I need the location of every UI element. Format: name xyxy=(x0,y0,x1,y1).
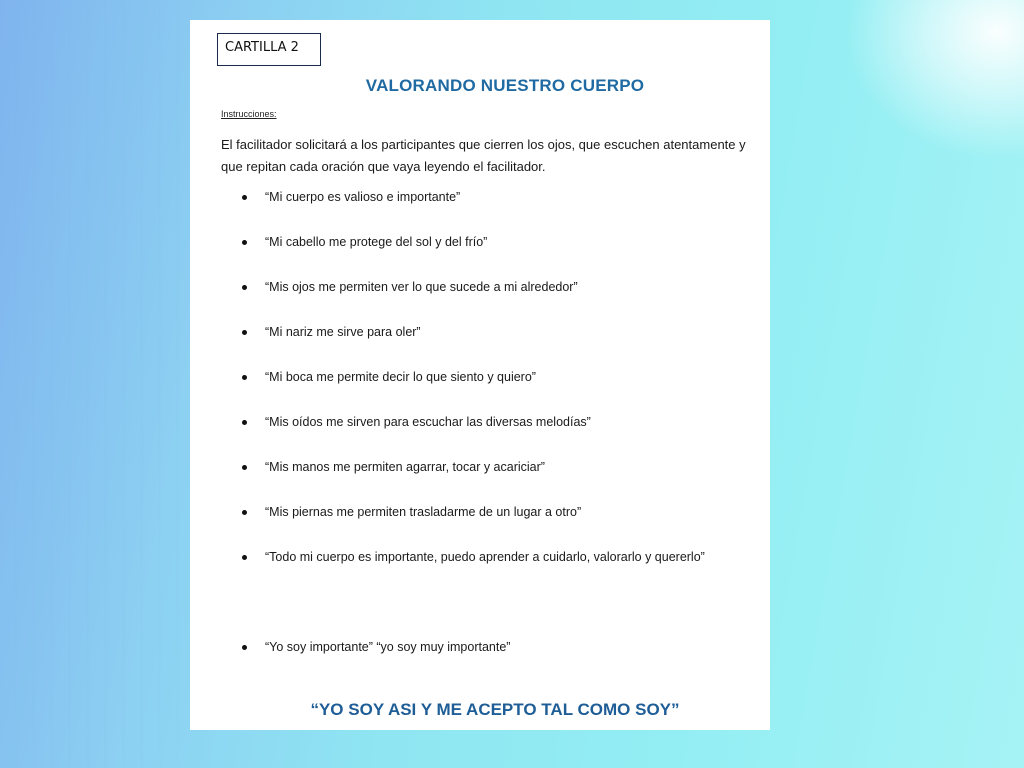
list-item xyxy=(242,186,752,231)
affirmation-list xyxy=(242,186,752,681)
instructions-heading: Instrucciones: xyxy=(221,109,277,119)
bullet-icon xyxy=(242,375,247,380)
list-item-text: “Mis manos me permiten agarrar, tocar y acariciar” xyxy=(265,460,545,474)
bullet-icon xyxy=(242,420,247,425)
list-item xyxy=(242,546,752,636)
bullet-icon xyxy=(242,285,247,290)
bullet-icon xyxy=(242,195,247,200)
list-item xyxy=(242,231,752,276)
list-item-text: “Mis oídos me sirven para escuchar las diversas melodías” xyxy=(265,415,591,429)
list-item-text: “Yo soy importante” “yo soy muy importante” xyxy=(265,640,511,654)
list-item xyxy=(242,276,752,321)
list-item xyxy=(242,456,752,501)
bullet-icon xyxy=(242,555,247,560)
bullet-icon xyxy=(242,240,247,245)
bullet-icon xyxy=(242,510,247,515)
list-item xyxy=(242,411,752,456)
list-item-text: “Mis ojos me permiten ver lo que sucede a mi alrededor” xyxy=(265,280,578,294)
list-item xyxy=(242,636,752,681)
bullet-icon xyxy=(242,330,247,335)
document-tag: CARTILLA 2 xyxy=(217,33,321,66)
list-item xyxy=(242,321,752,366)
bullet-icon xyxy=(242,645,247,650)
list-item-text: “Mi cabello me protege del sol y del frío” xyxy=(265,235,488,249)
list-item-text: “Mi nariz me sirve para oler” xyxy=(265,325,421,339)
list-item-text: “Todo mi cuerpo es importante, puedo aprender a cuidarlo, valorarlo y quererlo” xyxy=(265,550,705,564)
list-item-text: “Mi boca me permite decir lo que siento y quiero” xyxy=(265,370,536,384)
closing-statement: “YO SOY ASI Y ME ACEPTO TAL COMO SOY” xyxy=(310,700,680,719)
background-pattern xyxy=(0,0,190,768)
list-item-text: “Mi cuerpo es valioso e importante” xyxy=(265,190,461,204)
list-item xyxy=(242,366,752,411)
document-page xyxy=(190,20,770,730)
bullet-icon xyxy=(242,465,247,470)
list-item-text: “Mis piernas me permiten trasladarme de un lugar a otro” xyxy=(265,505,582,519)
background-glow xyxy=(844,0,1024,160)
document-title: VALORANDO NUESTRO CUERPO xyxy=(365,76,645,95)
instructions-text: El facilitador solicitará a los participantes que cierren los ojos, que escuchen atentamente y que repitan cada oración que vaya leyendo el facilitador. xyxy=(221,137,746,174)
